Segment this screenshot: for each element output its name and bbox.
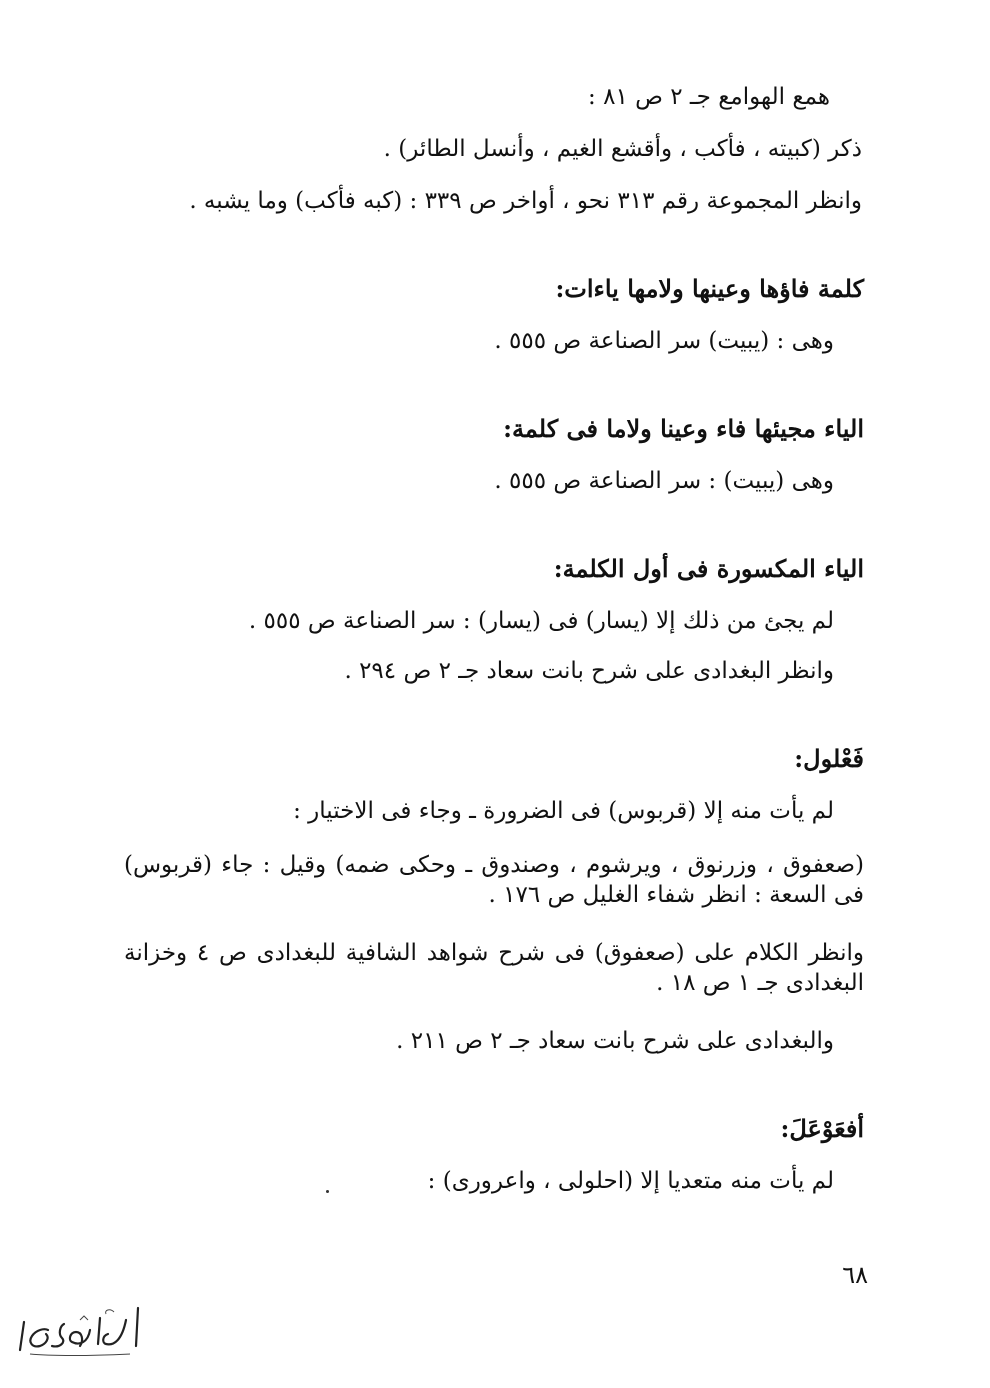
text-line: والبغدادى على شرح بانت سعاد جـ ٢ ص ٢١١ . [396, 1028, 834, 1054]
text-line: وهى : (يبيت) سر الصناعة ص ٥٥٥ . [494, 328, 834, 354]
library-stamp-logo [10, 1300, 150, 1360]
section-heading: كلمة فاؤها وعينها ولامها ياءات: [555, 274, 864, 303]
text-line: لم يجئ من ذلك إلا (يسار) فى (يسار) : سر الصناعة ص ٥٥٥ . [248, 608, 834, 634]
text-paragraph: وانظر الكلام على (صعفوق) فى شرح شواهد الشافية للبغدادى ص ٤ وخزانة البغدادى جـ ١ ص ١٨ . [124, 940, 864, 996]
text-line: ذكر (كبيته ، فأكب ، وأقشع الغيم ، وأنسل الطائر) . [383, 136, 862, 162]
text-line: وانظر المجموعة رقم ٣١٣ نحو ، أواخر ص ٣٣٩ : (كبه فأكب) وما يشبه . [189, 188, 862, 214]
text-line: وانظر البغدادى على شرح بانت سعاد جـ ٢ ص ٢٩٤ . [344, 658, 834, 684]
text-line: وهى (يبيت) : سر الصناعة ص ٥٥٥ . [494, 468, 834, 494]
section-heading: الياء المكسورة فى أول الكلمة: [553, 554, 864, 583]
scan-speck [326, 1190, 329, 1193]
text-line: لم يأت منه متعديا إلا (احلولى ، واعرورى) : [427, 1168, 834, 1194]
section-heading: أفعَوْعَلَ: [780, 1114, 864, 1143]
text-line: همع الهوامع جـ ٢ ص ٨١ : [588, 84, 830, 110]
section-heading: الياء مجيئها فاء وعينا ولاما فى كلمة: [503, 414, 864, 443]
text-paragraph: (صعفوق ، وزرنوق ، ويرشوم ، وصندوق ـ وحكى ضمه) وقيل : جاء (قربوس) فى السعة : انظر شفاء الغليل ص ١٧٦ . [124, 852, 864, 908]
text-line: لم يأت منه إلا (قربوس) فى الضرورة ـ وجاء فى الاختيار : [293, 798, 834, 824]
page-number: ٦٨ [842, 1261, 868, 1289]
section-heading: فَعْلول: [794, 744, 864, 773]
